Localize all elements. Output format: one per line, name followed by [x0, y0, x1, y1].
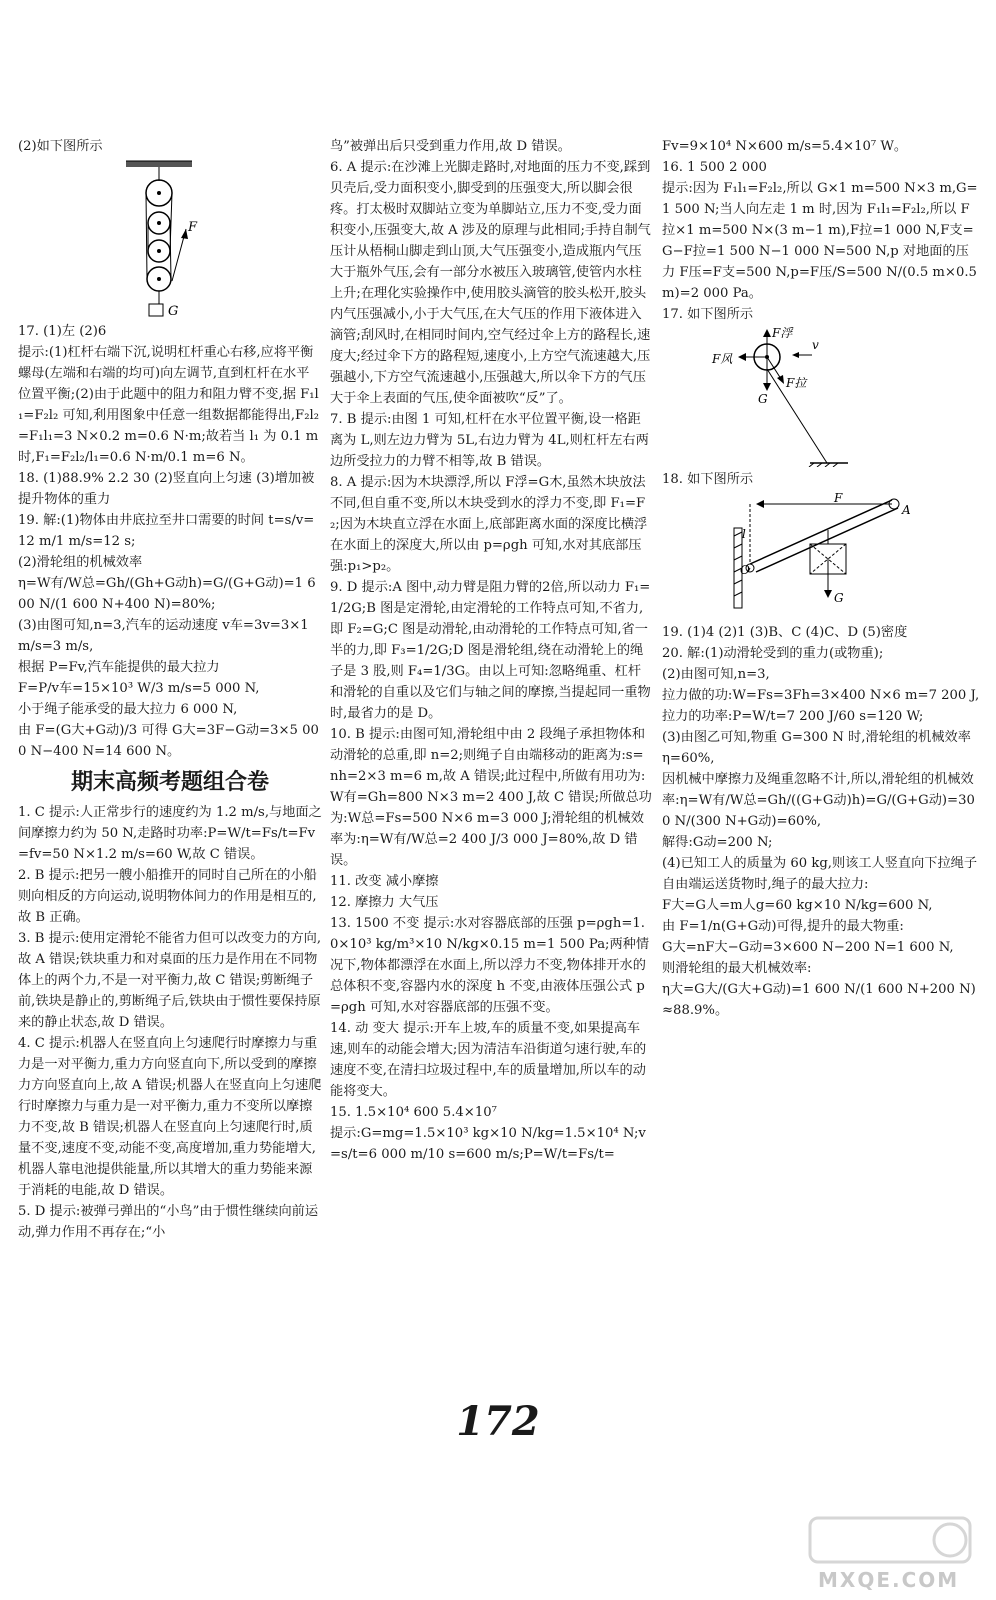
force-label: F	[834, 492, 843, 505]
answer-line: 4. C 提示:机器人在竖直向上匀速爬行时摩擦力与重力是一对平衡力,重力方向竖直向下,所以受到的摩擦力方向竖直向上,故 A 错误;机器人在竖直向上匀速爬行时摩擦力与重力是一对平衡力,重力不变所以摩擦力不变,故 B 错误;机器人在竖直向上匀速爬行时,质量不变,速度不变,动能不变,高度增加,重力势能增大,机器人靠电池提供能量,所以其增大的重力势能来源于消耗的电能,故 D 错误。	[18, 1036, 322, 1198]
answer-line: 11. 改变 减小摩擦	[330, 874, 439, 889]
answer-line: 15. 1.5×10⁴ 600 5.4×10⁷	[330, 1105, 497, 1120]
answer-line: 解得:G动=200 N;	[662, 835, 773, 850]
answer-line: 拉力做的功:W=Fs=3Fh=3×400 N×6 m=7 200 J,	[662, 688, 980, 703]
ball-force-figure	[662, 327, 962, 467]
answer-line: 7. B 提示:由图 1 可知,杠杆在水平位置平衡,设一格距离为 L,则左边力臂为 5L,右边力臂为 4L,则杠杆左右两边所受拉力的力臂不相等,故 B 错误。	[330, 412, 649, 469]
answer-line: 18. (1)88.9% 2.2 30 (2)竖直向上匀速 (3)增加被提升物体的重力	[18, 471, 315, 507]
force-label: F	[188, 220, 198, 235]
answer-line: 20. 解:(1)动滑轮受到的重力(或物重);	[662, 646, 884, 661]
answer-line: 提示:G=mg=1.5×10³ kg×10 N/kg=1.5×10⁴ N;v=s/t=6 000 m/10 s=600 m/s;P=W/t=Fs/t=	[330, 1126, 646, 1162]
page-number: 172	[456, 1398, 540, 1445]
end-label: A	[902, 503, 911, 517]
answer-line: 小于绳子能承受的最大拉力 6 000 N,	[18, 702, 238, 717]
column-right	[662, 136, 982, 1021]
answer-line: 19. 解:(1)物体由井底拉至井口需要的时间 t=s/v=12 m/1 m/s=12 s;	[18, 513, 315, 549]
answer-line: 13. 1500 不变 提示:水对容器底部的压强 p=ρgh=1.0×10³ kg/m³×10 N/kg×0.15 m=1 500 Pa;两种情况下,物体都漂浮在水面上,所以浮力不变,物体排开水的总体积不变,容器内水的深度 h 不变,由液体压强公式 p=ρgh 可知,水对容器底部的压强不变。	[330, 916, 650, 1015]
answer-line: 5. D 提示:被弹弓弹出的“小鸟”由于惯性继续向前运动,弹力作用不再存在;“小	[18, 1204, 319, 1240]
answer-line: 则滑轮组的最大机械效率:	[662, 961, 812, 976]
column-left	[18, 136, 322, 1243]
weight-label: G	[168, 304, 179, 319]
answer-line: 10. B 提示:由图可知,滑轮组中由 2 段绳子承担物体和动滑轮的总重,即 n=2;则绳子自由端移动的距离为:s=nh=2×3 m=6 m,故 A 错误;此过程中,所做有用功为:W有=Gh=800 N×3 m=2 400 J,故 C 错误;所做总功为:W总=Fs=500 N×6 m=3 000 J;滑轮组的机械效率为:η=W有/W总=2 400 J/3 000 J=80%,故 D 错误。	[330, 727, 652, 868]
answer-line: 根据 P=Fv,汽车能提供的最大拉力	[18, 660, 220, 675]
answer-line: G大=nF大−G动=3×600 N−200 N=1 600 N,	[662, 940, 954, 955]
watermark-text: MXQE.COM	[818, 1568, 960, 1592]
answer-line: 12. 摩擦力 大气压	[330, 895, 439, 910]
answer-line: (3)由图可知,n=3,汽车的运动速度 v车=3v=3×1 m/s=3 m/s,	[18, 618, 309, 654]
section-title: 期末高频考题组合卷	[70, 770, 269, 795]
answer-line: (4)已知工人的质量为 60 kg,则该工人竖直向下拉绳子自由端运送货物时,绳子的最大拉力:	[662, 856, 978, 892]
answer-line: 18. 如下图所示	[662, 472, 754, 487]
answer-line: 16. 1 500 2 000	[662, 160, 767, 175]
answer-line: F=P/v车=15×10³ W/3 m/s=5 000 N,	[18, 681, 260, 696]
answer-line: 9. D 提示:A 图中,动力臂是阻力臂的2倍,所以动力 F₁=1/2G;B 图是定滑轮,由定滑轮的工作特点可知,不省力,即 F₂=G;C 图是动滑轮,由动滑轮的工作特点可知,省一半的力,即 F₃=1/2G;D 图是滑轮组,绕在动滑轮上的绳子是 3 股,则 F₄=1/3G。由以上可知:忽略绳重、杠杆和滑轮的自重以及它们与轴之间的摩擦,当提起同一重物时,最省力的是 D。	[330, 580, 651, 721]
answer-line: Fv=9×10⁴ N×600 m/s=5.4×10⁷ W。	[662, 139, 908, 154]
answer-line: 17. (1)左 (2)6	[18, 324, 107, 339]
velocity-label: v	[812, 338, 819, 352]
arm-label: l	[742, 527, 746, 541]
answer-line: 由 F=1/n(G+G动)可得,提升的最大物重:	[662, 919, 904, 934]
answer-line: 14. 动 变大 提示:开车上坡,车的质量不变,如果提高车速,则车的动能会增大;因为清洁车沿街道匀速行驶,车的速度不变,在清扫垃圾过程中,车的质量增加,所以车的动能将变大。	[330, 1021, 647, 1099]
lever-figure	[662, 492, 962, 620]
answer-line: 19. (1)4 (2)1 (3)B、C (4)C、D (5)密度	[662, 625, 908, 640]
answer-line: (2)如下图所示	[18, 139, 103, 154]
weight-label: G	[834, 591, 844, 605]
tension-label: F拉	[786, 376, 807, 390]
answer-line: (3)由图乙可知,物重 G=300 N 时,滑轮组的机械效率 η=60%,	[662, 730, 971, 766]
answer-line: 提示:因为 F₁l₁=F₂l₂,所以 G×1 m=500 N×3 m,G=1 500 N;当人向左走 1 m 时,因为 F₁l₁=F₂l₂,所以 F拉×1 m=500 N×(3 m−1 m),F拉=1 000 N,F支=G−F拉=1 500 N−1 000 N=500 N,p 对地面的压力 F压=F支=500 N,p=F压/S=500 N/(0.5 m×0.5 m)=2 000 Pa。	[662, 181, 978, 301]
answer-line: 1. C 提示:人正常步行的速度约为 1.2 m/s,与地面之间摩擦力约为 50 N,走路时功率:P=W/t=Fs/t=Fv=fv=50 N×1.2 m/s=60 W,故 C 错误。	[18, 805, 322, 862]
answer-line: 拉力的功率:P=W/t=7 200 J/60 s=120 W;	[662, 709, 924, 724]
answer-line: 6. A 提示:在沙滩上光脚走路时,对地面的压力不变,踩到贝壳后,受力面积变小,脚受到的压强变大,所以脚会很疼。打太极时双脚站立变为单脚站立,压力不变,受力面积变小,压强变大,故 A 涉及的原理与此相同;手持自制气压计从梧桐山脚走到山顶,大气压强变小,造成瓶内气压大于瓶外气压,会有一部分水被压入玻璃管,使管内水柱上升;在理化实验操作中,使用胶头滴管的胶头松开,胶头内气压强减小,小于大气压,在大气压的作用下液体进入滴管;刮风时,在相同时间内,空气经过伞上方的路程长,速度大;经过伞下方的路程短,速度小,上方空气流速越大,压强越小,下方空气流速越小,压强越大,所以伞下方的气压大于伞上表面的气压,使伞面被吹“反”了。	[330, 160, 651, 406]
answer-line: 鸟”被弹出后只受到重力作用,故 D 错误。	[330, 139, 571, 154]
answer-line: 8. A 提示:因为木块漂浮,所以 F浮=G木,虽然木块放法不同,但自重不变,所以木块受到水的浮力不变,即 F₁=F₂;因为木块直立浮在水面上,底部距离水面的深度比横浮在水面上的深度大,所以由 p=ρgh 可知,水对其底部压强:p₁>p₂。	[330, 475, 648, 574]
answer-line: (2)由图可知,n=3,	[662, 667, 770, 682]
answer-line: 3. B 提示:使用定滑轮不能省力但可以改变力的方向,故 A 错误;铁块重力和对桌面的压力是作用在不同物体上的两个力,不是一对平衡力,故 C 错误;剪断绳子前,铁块是静止的,剪断绳子后,铁块由于惯性要保持原来的静止状态,故 D 错误。	[18, 931, 322, 1030]
float-force-label: F浮	[772, 327, 793, 340]
answer-line: 因机械中摩擦力及绳重忽略不计,所以,滑轮组的机械效率:η=W有/W总=Gh/((G+G动)h)=G/(G+G动)=300 N/(300 N+G动)=60%,	[662, 772, 975, 829]
answer-line: η=W有/W总=Gh/(Gh+G动h)=G/(G+G动)=1 600 N/(1 600 N+400 N)=80%;	[18, 576, 316, 612]
gravity-label: G	[758, 392, 768, 406]
answer-line: 提示:(1)杠杆右端下沉,说明杠杆重心右移,应将平衡螺母(左端和右端的均可)向左调节,直到杠杆在水平位置平衡;(2)由于此题中的阻力和阻力臂不变,据 F₁l₁=F₂l₂ 可知,利用图象中任意一组数据都能得出,F₂l₂=F₁l₁=3 N×0.2 m=0.6 N·m;故若当 l₁ 为 0.1 m 时,F₁=F₂l₂/l₁=0.6 N·m/0.1 m=6 N。	[18, 345, 319, 465]
answer-line: η大=G大/(G大+G动)=1 600 N/(1 600 N+200 N)≈88.9%。	[662, 982, 976, 1018]
answer-line: (2)滑轮组的机械效率	[18, 555, 143, 570]
answer-line: F大=G人=m人g=60 kg×10 N/kg=600 N,	[662, 898, 933, 913]
answer-line: 由 F=(G大+G动)/3 可得 G大=3F−G动=3×5 000 N−400 N=14 600 N。	[18, 723, 319, 759]
pivot-label: O	[740, 563, 750, 577]
pulley-figure	[18, 159, 218, 319]
answer-line: 2. B 提示:把另一艘小船推开的同时自己所在的小船则向相反的方向运动,说明物体间力的作用是相互的,故 B 正确。	[18, 868, 317, 925]
wind-force-label: F风	[712, 352, 733, 366]
answer-line: 17. 如下图所示	[662, 307, 754, 322]
column-middle	[330, 136, 652, 1165]
